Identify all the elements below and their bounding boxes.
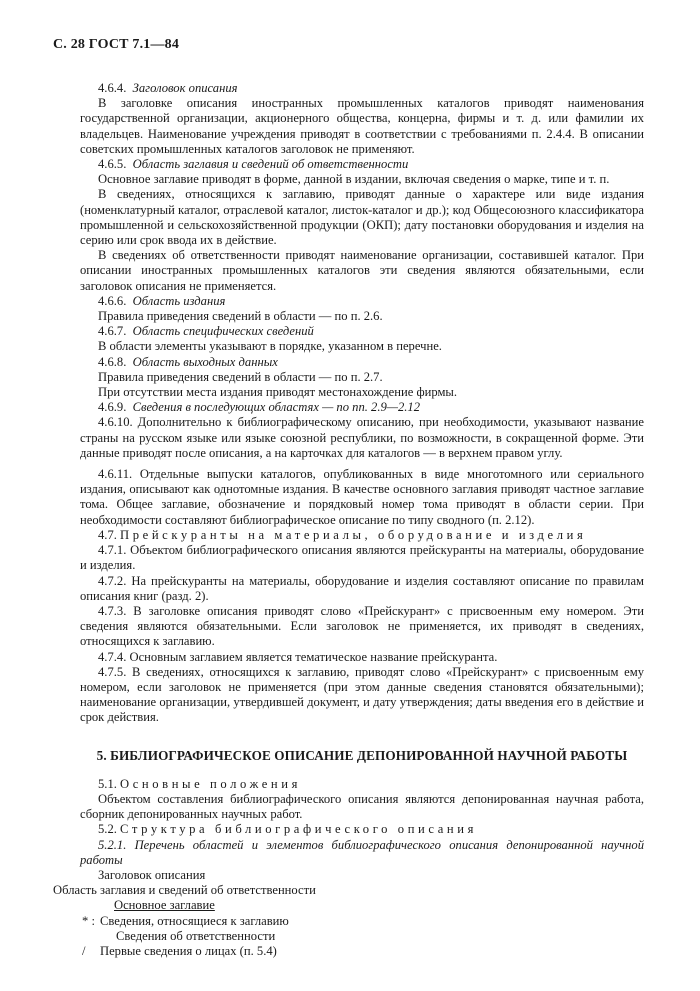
- heading-4-6-8: [80, 355, 644, 370]
- paragraph: Правила приведения сведений в области — по п. 2.6.: [98, 309, 383, 324]
- paragraph: 4.7.1. Объектом библиографического описания являются прейскуранты на материалы, оборудование и изделия.: [80, 543, 644, 573]
- heading-4-6-5: [80, 157, 644, 172]
- paragraph: 4.7.2. На прейскуранты на материалы, оборудование и изделия составляют описание по правилам описания книг (разд. 2).: [80, 573, 644, 603]
- heading-title: Заголовок описания: [132, 81, 238, 95]
- paragraph: В сведениях об ответственности приводят наименование организации, составившей каталог. При описании иностранных промышленных каталогов эти сведения являются обязательными, если заголовок описания не применяется.: [80, 248, 644, 293]
- heading-title-spaced: Прейскуранты на материалы, оборудование и изделия: [120, 527, 587, 542]
- heading-title: Область специфических сведений: [132, 324, 314, 339]
- paragraph: Основное заглавие приводят в форме, данной в издании, включая сведения о марке, типе и т. п.: [98, 172, 610, 187]
- paragraph: 4.7.3. В заголовке описания приводят слово «Прейскурант» с присвоенным ему номером. Эти сведения являются обязательными. Если заголовок не применяется, их приводят в сведениях, относящихся к заглавию.: [80, 603, 644, 649]
- list-item: [80, 944, 644, 959]
- heading-title: Сведения в последующих областях — по пп. 2.9—2.12: [132, 400, 421, 415]
- heading-4-6-6: [80, 294, 644, 309]
- paragraph: Правила приведения сведений в области — по п. 2.7.: [98, 369, 383, 384]
- heading-5-1: [80, 777, 644, 792]
- heading-number: 4.6.6.: [98, 293, 127, 308]
- paragraph: 4.7.5. В сведениях, относящихся к заглавию, приводят слово «Прейскурант» с присвоенным ему номером, если заголовок не применяется (при этом данные сведения становятся обязательными); наименование организации, утвердившей документ, и дату утверждения; даты введения его в действие и срок действия.: [80, 664, 644, 725]
- paragraph: В области элементы указывают в порядке, указанном в перечне.: [98, 339, 442, 354]
- list-item: [80, 914, 644, 929]
- paragraph: 4.6.11. Отдельные выпуски каталогов, опубликованных в виде многотомного или сериального издания, описывают как однотомные издания. В качестве основного заглавия приводят частное заглавие тома. Общее заглавие, обозначение и порядковый номер тома приводят в области серии. При необходимости составляют библиографическое описание по типу сводного (п. 2.12).: [80, 467, 644, 527]
- paragraph: При отсутствии места издания приводят местонахождение фирмы.: [98, 385, 458, 400]
- heading-number: 4.6.5.: [98, 157, 127, 172]
- heading-5-2: [80, 822, 644, 837]
- page-header: С. 28 ГОСТ 7.1—84: [53, 37, 180, 52]
- heading-title: Область заглавия и сведений об ответственности: [132, 157, 409, 172]
- heading-4-6-7: [80, 324, 644, 339]
- document-body: [53, 81, 644, 959]
- heading-number: 4.7.: [98, 527, 117, 542]
- paragraph-italic: 5.2.1. Перечень областей и элементов библиографического описания депонированной научной работы: [80, 837, 644, 867]
- list-main-title: [80, 898, 644, 913]
- list-item-text: Первые сведения о лицах (п. 5.4): [100, 943, 277, 958]
- heading-4-6-4: [80, 81, 644, 96]
- heading-number: 4.6.7.: [98, 324, 127, 339]
- heading-title: Область выходных данных: [132, 354, 278, 369]
- paragraph: В заголовке описания иностранных промышленных каталогов приводят наименования государственной организации, акционерного общества, концерна, фирмы и т. д. или фамилии их владельцев. Наименование учреждения приводят в соответствии с требованиями п. 2.4.4. В описании советских промышленных каталогов заголовок не применяют.: [80, 96, 644, 156]
- paragraph: Объектом составления библиографического описания являются депонированная научная работа, сборник депонированных научных работ.: [80, 791, 644, 822]
- underlined-title: Основное заглавие: [114, 898, 215, 913]
- heading-title-spaced: Структура библиографического описания: [120, 822, 477, 837]
- list-heading: Заголовок описания: [98, 867, 206, 882]
- list-item: Сведения об ответственности: [116, 928, 276, 943]
- heading-number: 4.6.8.: [98, 354, 127, 369]
- section-5-title: 5. БИБЛИОГРАФИЧЕСКОЕ ОПИСАНИЕ ДЕПОНИРОВАННОЙ НАУЧНОЙ РАБОТЫ: [96, 747, 628, 763]
- heading-number: 5.1.: [98, 776, 117, 791]
- heading-title-spaced: Основные положения: [120, 776, 301, 791]
- heading-number: 4.6.9.: [98, 400, 127, 415]
- list-prefix: /: [82, 943, 86, 958]
- heading-number: 5.2.: [98, 822, 117, 837]
- heading-4-7: [80, 528, 644, 543]
- list-prefix: * :: [82, 913, 95, 928]
- heading-title: Область издания: [132, 293, 226, 308]
- paragraph: 4.6.10. Дополнительно к библиографическому описанию, при необходимости, указывают название страны на русском языке или языке союзной республики, по возможности, в сокращенной форме. Эти данные приводят после описания, а на карточках для каталогов — в верхнем правом углу.: [80, 415, 644, 460]
- heading-4-6-9: [80, 400, 644, 415]
- list-item-text: Сведения, относящиеся к заглавию: [100, 913, 289, 928]
- heading-number: 4.6.4.: [98, 81, 127, 95]
- paragraph: В сведениях, относящихся к заглавию, приводят данные о характере или виде издания (номенклатурный каталог, отраслевой каталог, листок-каталог и др.); код Общесоюзного классификатора промышленной и сельскохозяйственной продукции (ОКП); дату постановки оборудования и изделия на серию или срок ввода их в действие.: [80, 187, 644, 248]
- list-area: Область заглавия и сведений об ответственности: [53, 883, 316, 898]
- paragraph: 4.7.4. Основным заглавием является тематическое название прейскуранта.: [98, 649, 498, 664]
